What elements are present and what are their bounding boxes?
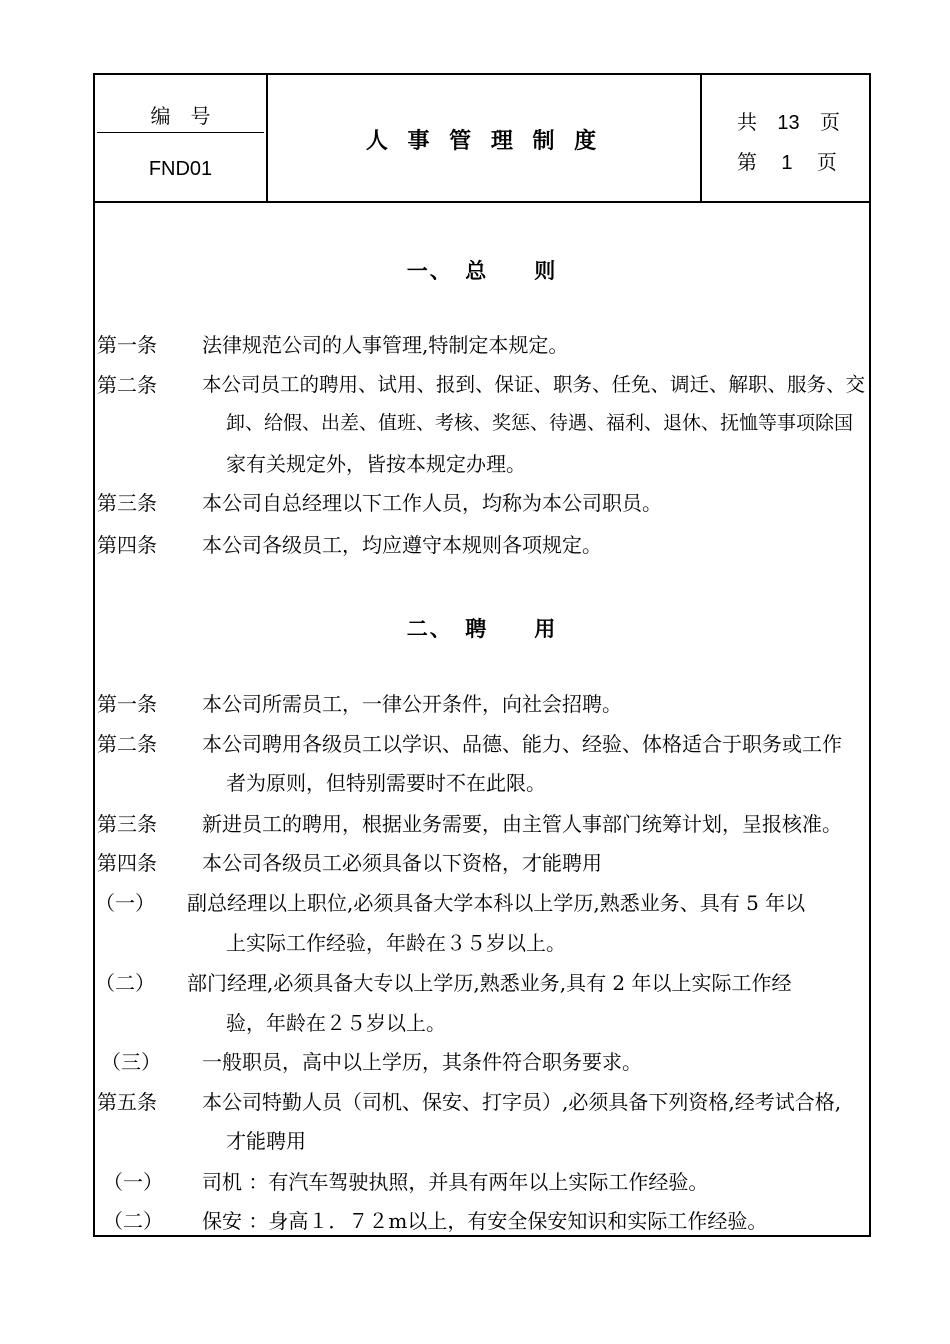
article-label: 第四条 bbox=[97, 851, 157, 875]
article-label: 第五条 bbox=[97, 1090, 157, 1114]
clause-label: （一） bbox=[103, 1170, 163, 1194]
article-text: 才能聘用 bbox=[226, 1129, 306, 1153]
header-divider-right bbox=[700, 75, 702, 201]
page-total bbox=[737, 110, 840, 135]
article-label: 第一条 bbox=[97, 692, 157, 716]
article-text: 本公司聘用各级员工以学识、品德、能力、经验、体格适合于职务或工作 bbox=[202, 732, 842, 756]
clause-text: 副总经理以上职位,必须具备大学本科以上学历,熟悉业务、具有 5 年以 bbox=[187, 891, 806, 915]
article-label: 第一条 bbox=[97, 333, 157, 357]
section-title: 二、 聘 用 bbox=[406, 616, 558, 641]
clause-label: （二） bbox=[95, 971, 155, 995]
document-frame bbox=[93, 73, 871, 1237]
clause-text: 一般职员，高中以上学历，其条件符合职务要求。 bbox=[202, 1050, 642, 1074]
current-page: 1 bbox=[781, 152, 793, 174]
article-label: 第二条 bbox=[97, 732, 157, 756]
header-table bbox=[95, 75, 869, 203]
article-label: 第四条 bbox=[97, 533, 157, 557]
total-prefix: 共 bbox=[737, 110, 757, 134]
article-text: 本公司各级员工，均应遵守本规则各项规定。 bbox=[202, 533, 602, 557]
clause-text: 验，年龄在２５岁以上。 bbox=[226, 1011, 446, 1035]
article-text: 本公司所需员工，一律公开条件，向社会招聘。 bbox=[202, 692, 622, 716]
clause-text: 上实际工作经验，年龄在３５岁以上。 bbox=[226, 931, 566, 955]
current-prefix: 第 bbox=[737, 150, 757, 174]
article-text: 者为原则，但特别需要时不在此限。 bbox=[226, 771, 546, 795]
page-current bbox=[737, 150, 837, 175]
clause-text: 部门经理,必须具备大专以上学历,熟悉业务,具有 2 年以上实际工作经 bbox=[187, 971, 792, 995]
article-text: 本公司各级员工必须具备以下资格，才能聘用 bbox=[202, 851, 602, 875]
clause-text: 保安 ：身高１．７２m以上，有安全保安知识和实际工作经验。 bbox=[202, 1209, 768, 1233]
clause-text: 司机 ：有汽车驾驶执照，并具有两年以上实际工作经验。 bbox=[202, 1170, 709, 1194]
article-text: 法律规范公司的人事管理,特制定本规定。 bbox=[202, 333, 569, 357]
code-cell-divider bbox=[97, 132, 264, 133]
code-label: 编 号 bbox=[150, 104, 211, 128]
clause-label: （三） bbox=[101, 1050, 161, 1074]
article-text: 本公司特勤人员（司机、保安、打字员）,必须具备下列资格,经考试合格, bbox=[202, 1090, 842, 1114]
article-label: 第二条 bbox=[97, 373, 157, 397]
clause-label: （二） bbox=[103, 1209, 163, 1233]
clause-label: （一） bbox=[95, 891, 155, 915]
article-text: 卸、给假、出差、值班、考核、奖惩、待遇、福利、退休、抚恤等事项除国 bbox=[226, 412, 854, 434]
article-text: 新进员工的聘用，根据业务需要，由主管人事部门统筹计划，呈报核准。 bbox=[202, 812, 842, 836]
total-suffix: 页 bbox=[819, 110, 840, 134]
total-pages: 13 bbox=[777, 112, 800, 134]
article-text: 家有关规定外，皆按本规定办理。 bbox=[226, 452, 526, 476]
article-label: 第三条 bbox=[97, 491, 157, 515]
document-title: 人 事 管 理 制 度 bbox=[365, 128, 603, 154]
article-text: 本公司自总经理以下工作人员，均称为本公司职员。 bbox=[202, 491, 662, 515]
article-text: 本公司员工的聘用、试用、报到、保证、职务、任免、调迁、解职、服务、交 bbox=[202, 373, 866, 396]
article-label: 第三条 bbox=[97, 812, 157, 836]
current-suffix: 页 bbox=[816, 150, 837, 174]
code-value: FND01 bbox=[148, 158, 213, 180]
section-title: 一、 总 则 bbox=[406, 258, 558, 283]
